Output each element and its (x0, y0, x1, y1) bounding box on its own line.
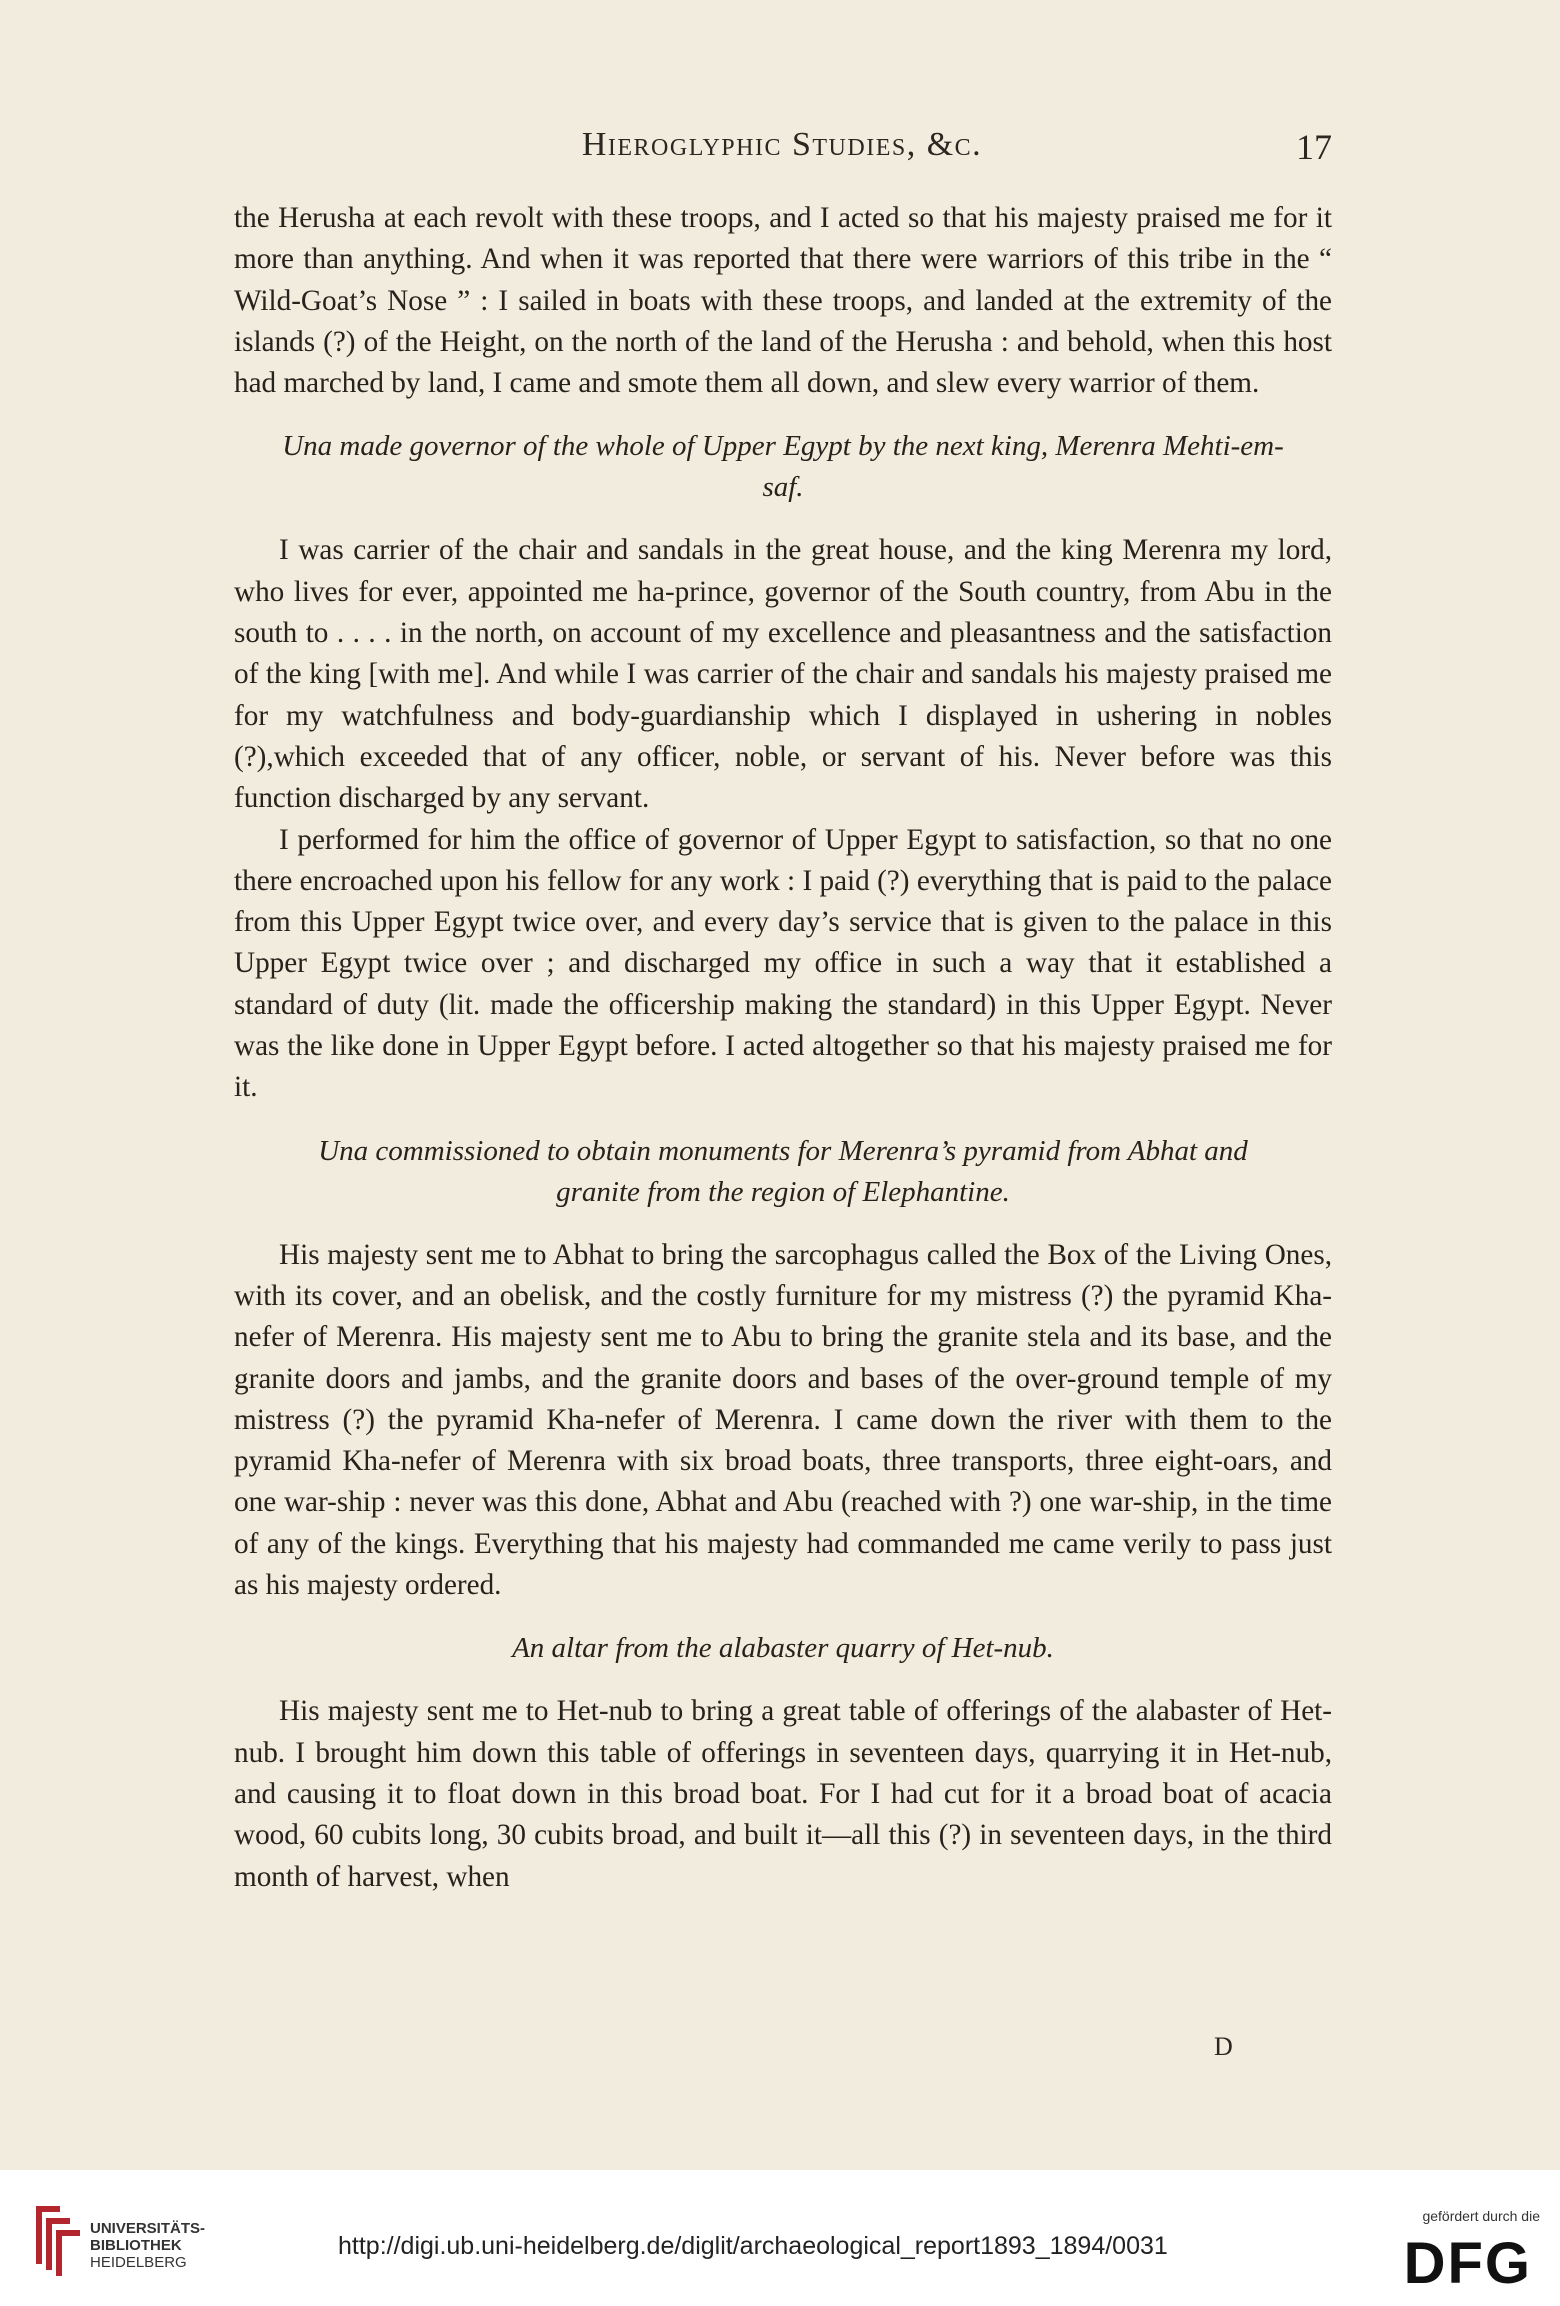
library-footer (0, 2170, 1560, 2306)
paragraph: His majesty sent me to Abhat to bring the sarcophagus called the Box of the Living Ones, with its cover, and an obelisk, and the costly furniture for my mistress (?) the pyramid Kha-nefer of Merenra. His majesty sent me to Abu to bring the granite stela and its base, and the granite doors and jambs, and the granite doors and bases of the over-ground temple of my mistress (?) the pyramid Kha-nefer of Merenra. I came down the river with them to the pyramid Kha-nefer of Merenra with six broad boats, three transports, three eight-oars, and one war-ship : never was this done, Abhat and Abu (reached with ?) one war-ship, in the time of any of the kings. Everything that his majesty had commanded me came verily to pass just as his majesty ordered. (234, 1238, 1332, 1602)
paragraph: the Herusha at each revolt with these troops, and I acted so that his majesty praised me for it more than anything. And when it was reported that there were warriors of this tribe in the “ Wild-Goat’s Nose ” : I sailed in boats with these troops, and landed at the extremity of the islands (?) of the Height, on the north of the land of the Herusha : and behold, when this host had marched by land, I came and smote them all down, and slew every warrior of them. (234, 202, 1332, 400)
library-name: UNIVERSITÄTS- BIBLIOTHEK HEIDELBERG (90, 2220, 206, 2271)
page-number: 17 (1296, 127, 1332, 167)
paragraph: His majesty sent me to Het-nub to bring a great table of offerings of the alabaster of Het-nub. I brought him down this table of offerings in seventeen days, quarrying it in Het-nub, and causing it to float down in this broad boat. For I had cut for it a broad boat of acacia wood, 60 cubits long, 30 cubits broad, and built it—all this (?) in seventeen days, in the third month of harvest, when (234, 1695, 1332, 1893)
page-header (232, 126, 1332, 172)
permalink-url[interactable]: http://digi.ub.uni-heidelberg.de/diglit/archaeological_report1893_1894/0031 (338, 2232, 1168, 2260)
section-heading: Una commissioned to obtain monuments for Merenra’s pyramid from Abhat and granite from the region of Elephantine. (318, 1134, 1248, 1208)
section-heading: An altar from the alabaster quarry of Het-nub. (512, 1632, 1054, 1665)
paragraph: I was carrier of the chair and sandals in the great house, and the king Merenra my lord, who lives for ever, appointed me ha-prince, governor of the South country, from Abu in the south to . . . . in the north, on account of my excellence and pleasantness and the satisfaction of the king [with me]. And while I was carrier of the chair and sandals his majesty praised me for my watchfulness and body-guardianship which I displayed in ushering in nobles (?),which exceeded that of any officer, noble, or servant of his. Never before was this function discharged by any servant. (234, 534, 1332, 815)
library-logo-icon (30, 2198, 88, 2278)
signature-mark: D (1214, 2032, 1233, 2061)
page-body (234, 198, 1332, 1898)
funded-by-label: gefördert durch die (1422, 2208, 1540, 2224)
running-title: Hieroglyphic Studies, &c. (581, 126, 983, 163)
paragraph: I performed for him the office of governor of Upper Egypt to satisfaction, so that no one there encroached upon his fellow for any work : I paid (?) everything that is paid to the palace from this Upper Egypt twice over, and every day’s service that is given to the palace in this Upper Egypt twice over ; and discharged my office in such a way that it established a standard of duty (lit. made the officership making the standard) in this Upper Egypt. Never was the like done in Upper Egypt before. I acted altogether so that his majesty praised me for it. (234, 823, 1332, 1104)
dfg-logo: DFG (1403, 2231, 1532, 2296)
section-heading: Una made governor of the whole of Upper Egypt by the next king, Merenra Mehti-em-saf. (282, 430, 1284, 504)
